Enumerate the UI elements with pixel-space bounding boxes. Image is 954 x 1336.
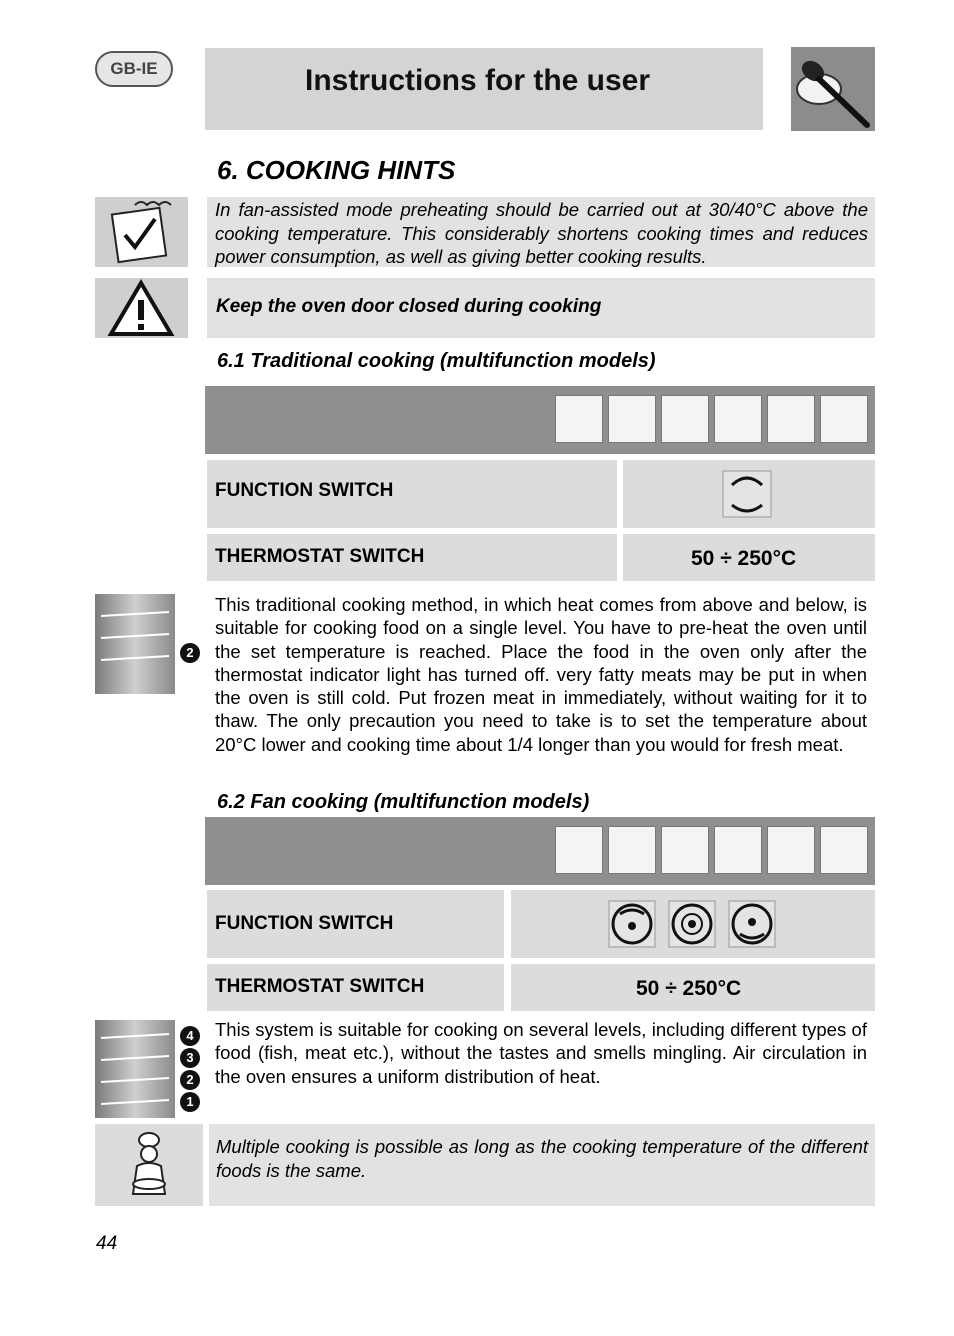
traditional-description: This traditional cooking method, in which heat comes from above and below, is suitable for cooking food on a single level. You have to pre-heat the oven until the set temperature is reached. Place the food in the oven only after the thermostat indicator light has turned off. very fatty meats may be put in when the oven is still cold. Put frozen meat in immediately, without waiting for it to thaw. The only precaution you need to take is to set the temperature about 20°C lower and cooking time about 1/4 longer than you would for fresh meat. [215,594,867,755]
shelf-number: 2 [180,643,200,663]
shelf-number-3: 3 [180,1048,200,1068]
traditional-title: 6.1 Traditional cooking (multifunction models) [217,350,656,372]
section-title: 6. COOKING HINTS [217,155,456,185]
chef-note: Multiple cooking is possible as long as the cooking temperature of the different foods is the same. [216,1136,868,1181]
shelf-number-2: 2 [180,1070,200,1090]
warning-triangle-icon [95,278,188,338]
preheat-note: In fan-assisted mode preheating should be carried out at 30/40°C above the cooking temperature. This considerably shortens cooking times and reduces power consumption, as well as giving better cooking results. [215,199,868,267]
vegetables-icon [820,395,868,443]
fan-center-icon [668,900,716,948]
fan-thermostat-switch-label: THERMOSTAT SWITCH [215,976,425,997]
notepad-box [95,197,188,267]
fan-function-value-cell [511,890,875,958]
fish-icon [661,826,709,874]
oven-shelves-icon [95,594,175,694]
bread-icon [608,826,656,874]
region-badge: GB-IE [95,51,173,87]
chef-box [95,1124,203,1206]
chef-spoon-logo [791,47,875,131]
notepad-icon [95,197,188,267]
fan-thermostat-range: 50 ÷ 250°C [636,977,742,1000]
fan-top-icon [608,900,656,948]
thermostat-switch-label: THERMOSTAT SWITCH [215,546,425,567]
thermostat-range: 50 ÷ 250°C [691,547,797,570]
function-switch-value-cell [623,460,875,528]
fan-bottom-icon [728,900,776,948]
spoon-icon [791,47,875,131]
food-icons-bar [205,386,875,454]
shelf-number-4: 4 [180,1026,200,1046]
page-title: Instructions for the user [305,64,651,97]
cake-icon [767,395,815,443]
function-switch-label: FUNCTION SWITCH [215,480,394,501]
oven-shelves-icon [95,1020,175,1118]
chef-icon [95,1124,203,1206]
page-number: 44 [96,1233,118,1254]
oven-shelf-image [95,594,175,694]
warning-box [95,278,188,338]
vegetables-icon [820,826,868,874]
poultry-icon [714,826,762,874]
top-bottom-heat-icon [722,470,772,518]
fan-description: This system is suitable for cooking on several levels, including different types of food (fish, meat etc.), without the tastes and smells mingling. Air circulation in the oven ensures a uniform distribution of heat. [215,1019,867,1087]
ham-icon [555,826,603,874]
shelf-number-1: 1 [180,1092,200,1112]
ham-icon [555,395,603,443]
fan-function-switch-label: FUNCTION SWITCH [215,913,394,934]
fish-icon [661,395,709,443]
cake-icon [767,826,815,874]
warning-text: Keep the oven door closed during cooking [216,296,602,317]
bread-icon [608,395,656,443]
fan-food-icons-bar [205,817,875,885]
fan-title: 6.2 Fan cooking (multifunction models) [217,791,590,813]
poultry-icon [714,395,762,443]
fan-oven-shelf-image [95,1020,175,1118]
